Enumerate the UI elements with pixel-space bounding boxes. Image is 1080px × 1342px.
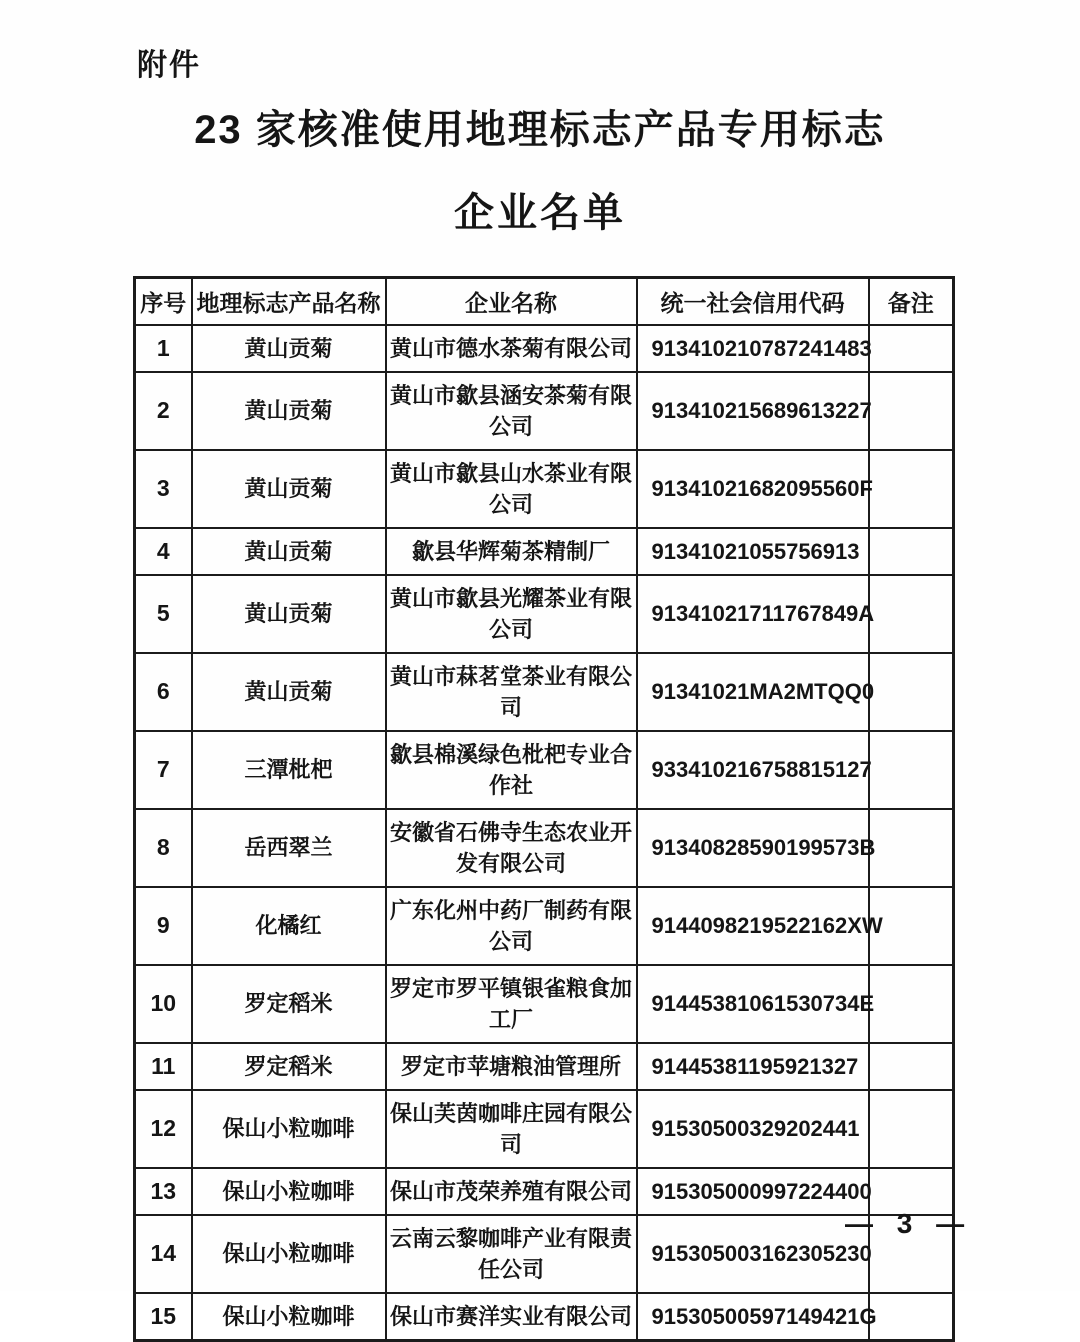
row-number-cell: 2 [135, 372, 192, 450]
company-name-cell: 安徽省石佛寺生态农业开发有限公司 [386, 809, 637, 887]
table-row [135, 1043, 954, 1090]
attachment-label: 附件 [137, 49, 201, 82]
credit-code-cell: 91445381061530734E [637, 965, 869, 1043]
credit-code-cell: 91530500329202441 [637, 1090, 869, 1168]
credit-code-cell: 933410216758815127 [637, 731, 869, 809]
table-row [135, 450, 954, 528]
table-row [135, 1215, 954, 1293]
document-title [0, 98, 1080, 238]
product-name-cell: 黄山贡菊 [192, 653, 386, 731]
row-number-cell: 8 [135, 809, 192, 887]
credit-code-cell: 91445381195921327 [637, 1043, 869, 1090]
remark-cell [869, 372, 954, 450]
product-name-cell: 罗定稻米 [192, 965, 386, 1043]
remark-cell [869, 1090, 954, 1168]
row-number-cell: 13 [135, 1168, 192, 1215]
remark-cell [869, 965, 954, 1043]
title-line-1: 23 家核准使用地理标志产品专用标志 [194, 108, 886, 152]
remark-cell [869, 1293, 954, 1341]
row-number-cell: 3 [135, 450, 192, 528]
company-name-cell: 保山市赛洋实业有限公司 [386, 1293, 637, 1341]
credit-code-cell: 91341021682095560F [637, 450, 869, 528]
remark-cell [869, 450, 954, 528]
credit-code-cell: 91341021MA2MTQQ0 [637, 653, 869, 731]
page-number: — 3 — [845, 1208, 973, 1239]
product-name-cell: 保山小粒咖啡 [192, 1293, 386, 1341]
company-name-cell: 黄山市菻茗堂茶业有限公司 [386, 653, 637, 731]
remark-cell [869, 809, 954, 887]
column-header-no: 序号 [135, 278, 192, 325]
product-name-cell: 黄山贡菊 [192, 528, 386, 575]
column-header-company: 企业名称 [386, 278, 637, 325]
table-row [135, 731, 954, 809]
company-name-cell: 黄山市德水茶菊有限公司 [386, 325, 637, 372]
row-number-cell: 1 [135, 325, 192, 372]
remark-cell [869, 731, 954, 809]
product-name-cell: 化橘红 [192, 887, 386, 965]
column-header-product: 地理标志产品名称 [192, 278, 386, 325]
company-name-cell: 歙县棉溪绿色枇杷专业合作社 [386, 731, 637, 809]
table-row [135, 528, 954, 575]
company-name-cell: 保山芙茵咖啡庄园有限公司 [386, 1090, 637, 1168]
title-line-2: 企业名单 [454, 191, 626, 235]
company-name-cell: 广东化州中药厂制药有限公司 [386, 887, 637, 965]
remark-cell [869, 653, 954, 731]
product-name-cell: 黄山贡菊 [192, 575, 386, 653]
table-header-row [135, 278, 954, 325]
row-number-cell: 7 [135, 731, 192, 809]
row-number-cell: 5 [135, 575, 192, 653]
row-number-cell: 10 [135, 965, 192, 1043]
product-name-cell: 三潭枇杷 [192, 731, 386, 809]
product-name-cell: 岳西翠兰 [192, 809, 386, 887]
company-name-cell: 黄山市歙县涵安茶菊有限公司 [386, 372, 637, 450]
table-row [135, 372, 954, 450]
table-row [135, 809, 954, 887]
company-name-cell: 罗定市罗平镇银雀粮食加工厂 [386, 965, 637, 1043]
row-number-cell: 9 [135, 887, 192, 965]
credit-code-cell: 9144098219522162XW [637, 887, 869, 965]
credit-code-cell: 913410215689613227 [637, 372, 869, 450]
credit-code-cell: 915305003162305230 [637, 1215, 869, 1293]
credit-code-cell: 91340828590199573B [637, 809, 869, 887]
remark-cell [869, 528, 954, 575]
credit-code-cell: 91341021055756913 [637, 528, 869, 575]
row-number-cell: 14 [135, 1215, 192, 1293]
credit-code-cell: 91530500597149421G [637, 1293, 869, 1341]
row-number-cell: 11 [135, 1043, 192, 1090]
product-name-cell: 黄山贡菊 [192, 450, 386, 528]
credit-code-cell: 913410210787241483 [637, 325, 869, 372]
row-number-cell: 15 [135, 1293, 192, 1341]
company-name-cell: 保山市茂荣养殖有限公司 [386, 1168, 637, 1215]
credit-code-cell: 915305000997224400 [637, 1168, 869, 1215]
company-name-cell: 歙县华辉菊茶精制厂 [386, 528, 637, 575]
table-row [135, 1293, 954, 1341]
product-name-cell: 黄山贡菊 [192, 372, 386, 450]
table-row [135, 1090, 954, 1168]
company-name-cell: 云南云黎咖啡产业有限责任公司 [386, 1215, 637, 1293]
table-row [135, 325, 954, 372]
remark-cell [869, 1043, 954, 1090]
product-name-cell: 罗定稻米 [192, 1043, 386, 1090]
row-number-cell: 12 [135, 1090, 192, 1168]
company-name-cell: 罗定市苹塘粮油管理所 [386, 1043, 637, 1090]
table-row [135, 1168, 954, 1215]
company-name-cell: 黄山市歙县光耀茶业有限公司 [386, 575, 637, 653]
product-name-cell: 黄山贡菊 [192, 325, 386, 372]
column-header-remark: 备注 [869, 278, 954, 325]
enterprise-table [133, 276, 955, 1342]
product-name-cell: 保山小粒咖啡 [192, 1215, 386, 1293]
product-name-cell: 保山小粒咖啡 [192, 1168, 386, 1215]
remark-cell [869, 575, 954, 653]
table-row [135, 575, 954, 653]
column-header-credit-code: 统一社会信用代码 [637, 278, 869, 325]
credit-code-cell: 91341021711767849A [637, 575, 869, 653]
remark-cell [869, 325, 954, 372]
row-number-cell: 6 [135, 653, 192, 731]
table-row [135, 653, 954, 731]
company-name-cell: 黄山市歙县山水茶业有限公司 [386, 450, 637, 528]
table-row [135, 887, 954, 965]
product-name-cell: 保山小粒咖啡 [192, 1090, 386, 1168]
row-number-cell: 4 [135, 528, 192, 575]
table-row [135, 965, 954, 1043]
